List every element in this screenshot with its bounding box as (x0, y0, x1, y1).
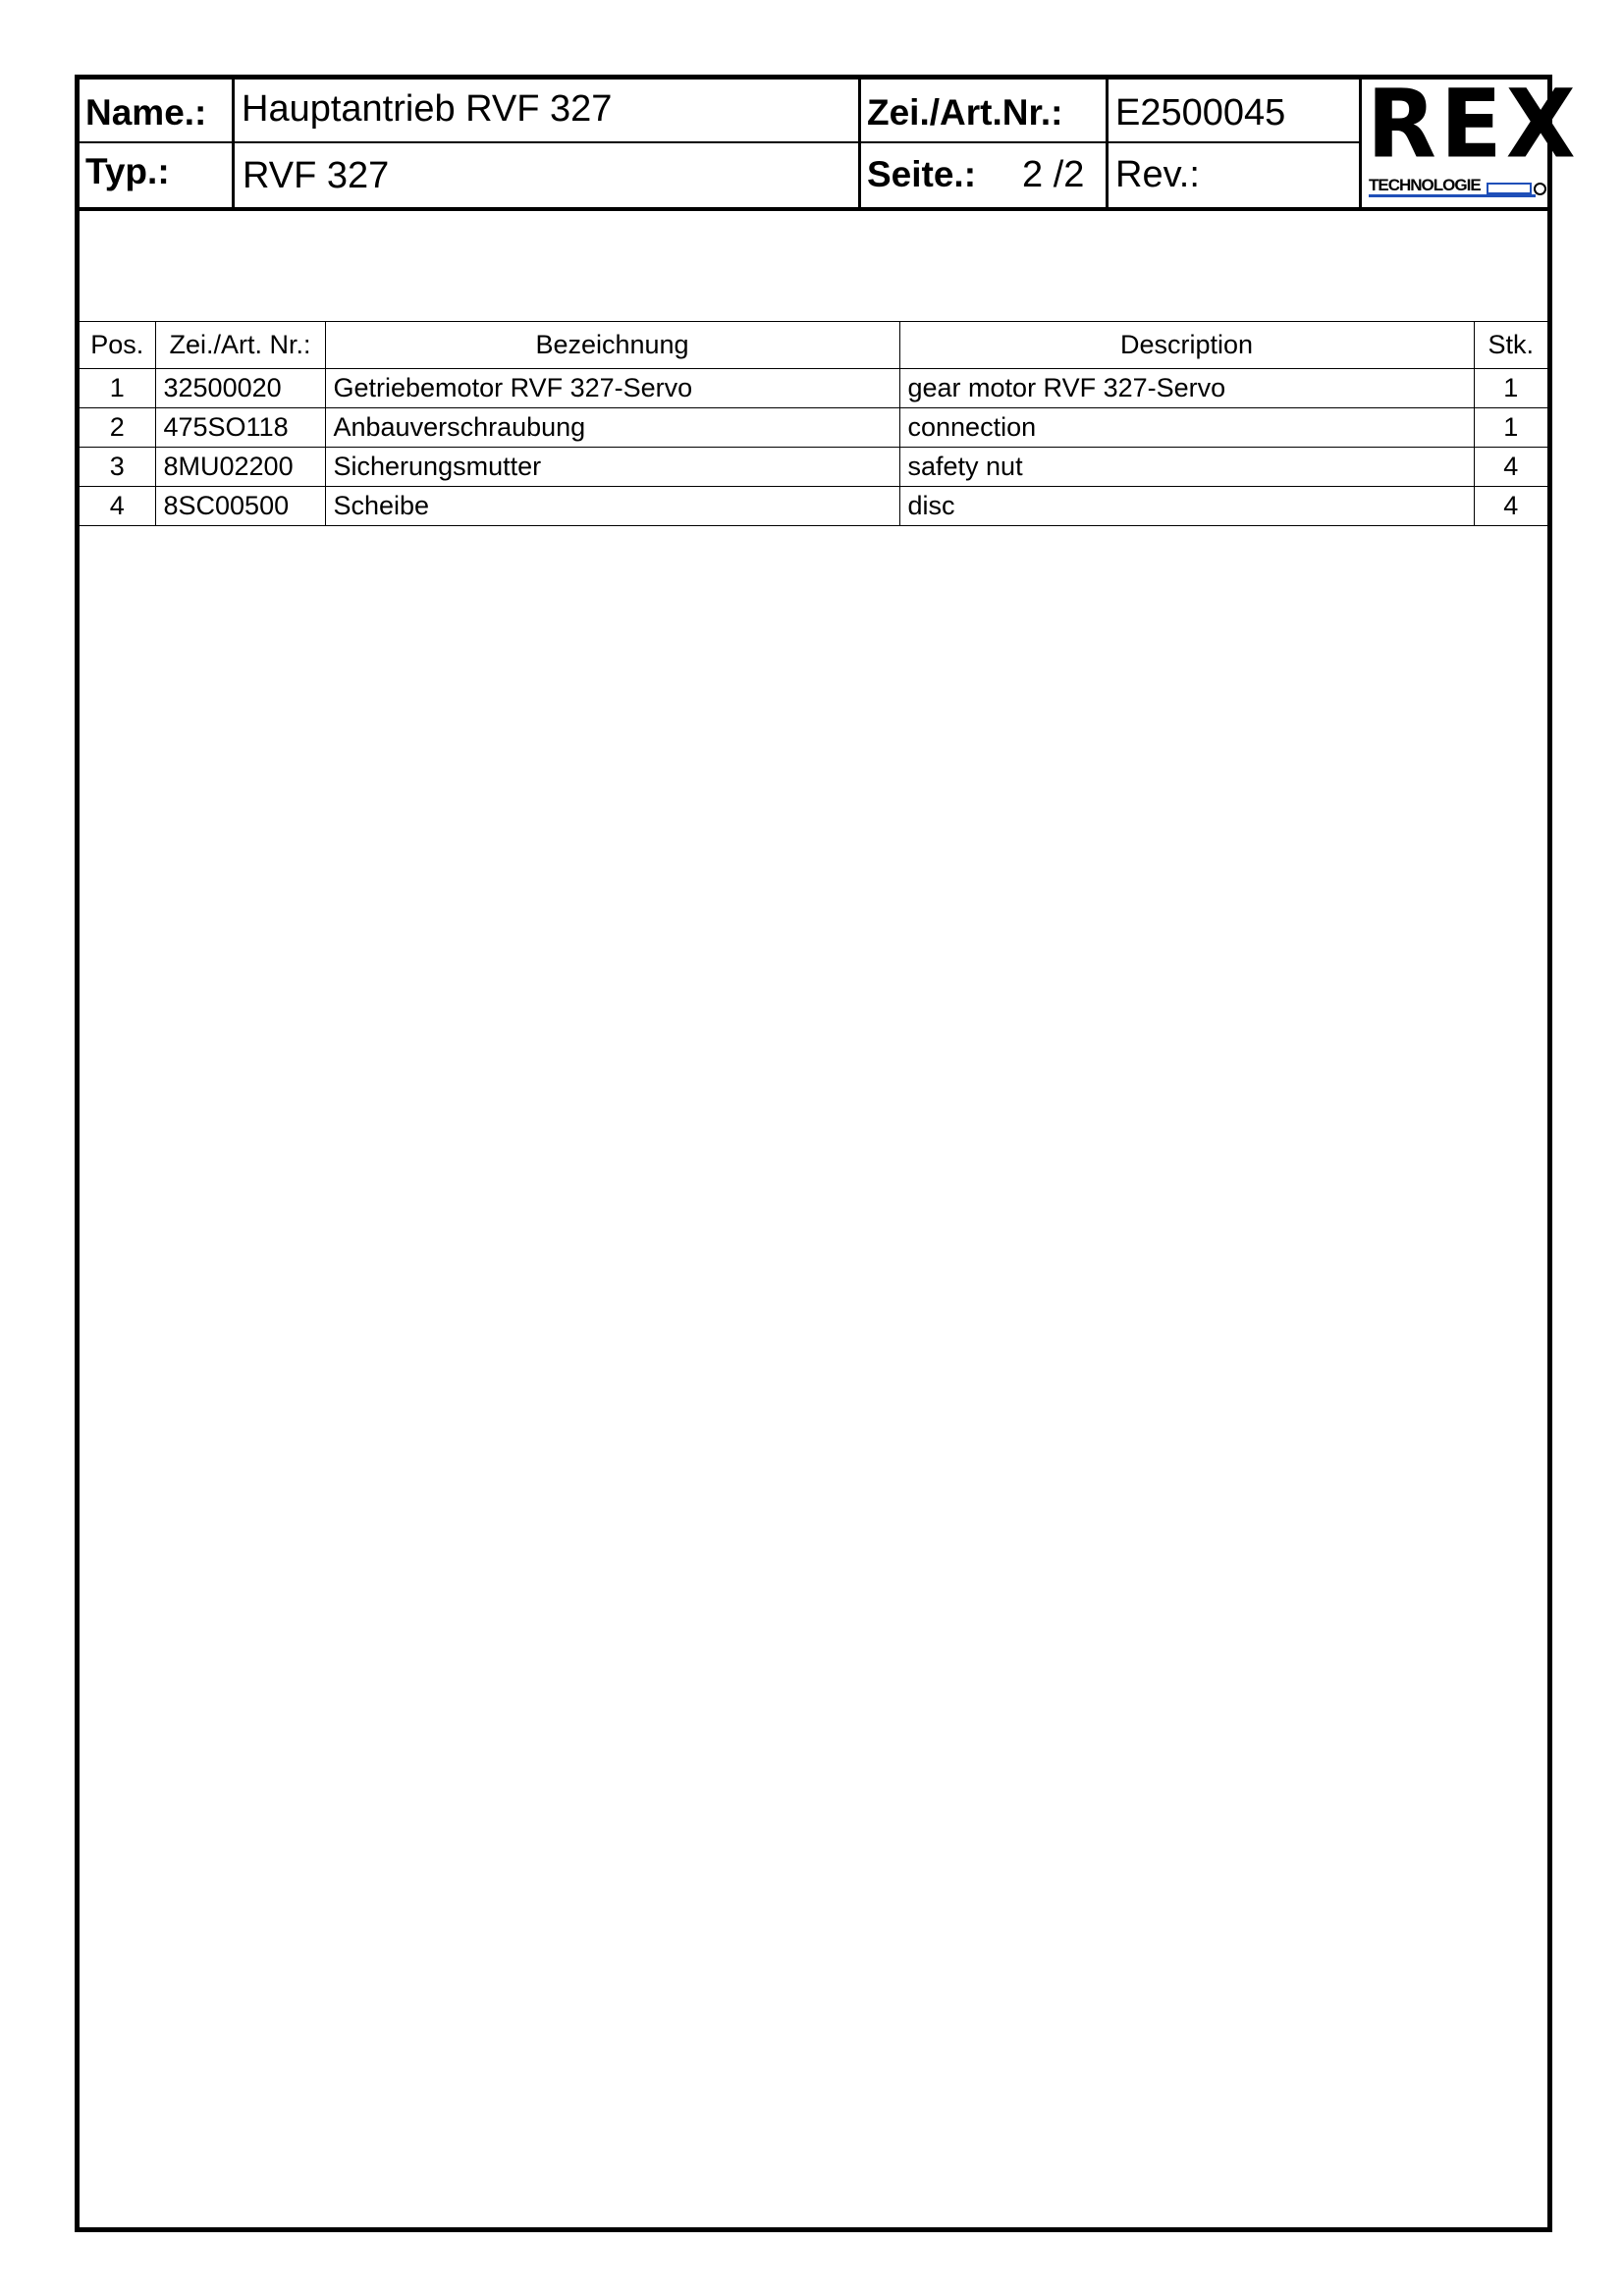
page-label: Seite.: (867, 154, 977, 194)
cell-number: 475SO118 (155, 408, 325, 448)
cell-pos: 3 (80, 448, 155, 487)
table-header-row (80, 322, 1547, 369)
table-row (80, 448, 1547, 487)
article-number-label: Zei./Art.Nr.: (867, 92, 1063, 133)
cell-pos: 1 (80, 369, 155, 408)
cell-bezeichnung: Getriebemotor RVF 327-Servo (325, 369, 899, 408)
logo-wordmark: REX (1367, 69, 1580, 180)
logo-subtext: TECHNOLOGIE (1369, 176, 1481, 194)
logo-underline (1369, 194, 1536, 197)
name-label: Name.: (85, 92, 207, 133)
logo-bar-icon (1487, 183, 1532, 194)
page-value: 2 /2 (1022, 154, 1085, 195)
rex-technologie-logo (1367, 69, 1580, 201)
document-sheet (75, 69, 1580, 2232)
table-row (80, 369, 1547, 408)
cell-bezeichnung: Scheibe (325, 487, 899, 526)
cell-number: 8SC00500 (155, 487, 325, 526)
cell-description: gear motor RVF 327-Servo (899, 369, 1474, 408)
column-header-bezeichnung: Bezeichnung (325, 322, 899, 369)
column-header-pos: Pos. (80, 322, 155, 369)
column-header-number: Zei./Art. Nr.: (155, 322, 325, 369)
table-row (80, 487, 1547, 526)
name-value: Hauptantrieb RVF 327 (242, 88, 613, 130)
cell-number: 8MU02200 (155, 448, 325, 487)
column-header-description: Description (899, 322, 1474, 369)
cell-stk: 1 (1474, 369, 1547, 408)
column-header-stk: Stk. (1474, 322, 1547, 369)
cell-bezeichnung: Sicherungsmutter (325, 448, 899, 487)
cell-stk: 1 (1474, 408, 1547, 448)
cell-bezeichnung: Anbauverschraubung (325, 408, 899, 448)
cell-pos: 2 (80, 408, 155, 448)
typ-label: Typ.: (85, 151, 170, 191)
cell-description: safety nut (899, 448, 1474, 487)
cell-description: connection (899, 408, 1474, 448)
table-row (80, 408, 1547, 448)
parts-table (80, 321, 1547, 526)
cell-stk: 4 (1474, 448, 1547, 487)
article-number-value: E2500045 (1115, 92, 1286, 133)
cell-number: 32500020 (155, 369, 325, 408)
cell-pos: 4 (80, 487, 155, 526)
typ-value: RVF 327 (243, 155, 390, 196)
cell-stk: 4 (1474, 487, 1547, 526)
title-block (80, 69, 1580, 211)
revision-label: Rev.: (1115, 154, 1200, 195)
cell-description: disc (899, 487, 1474, 526)
